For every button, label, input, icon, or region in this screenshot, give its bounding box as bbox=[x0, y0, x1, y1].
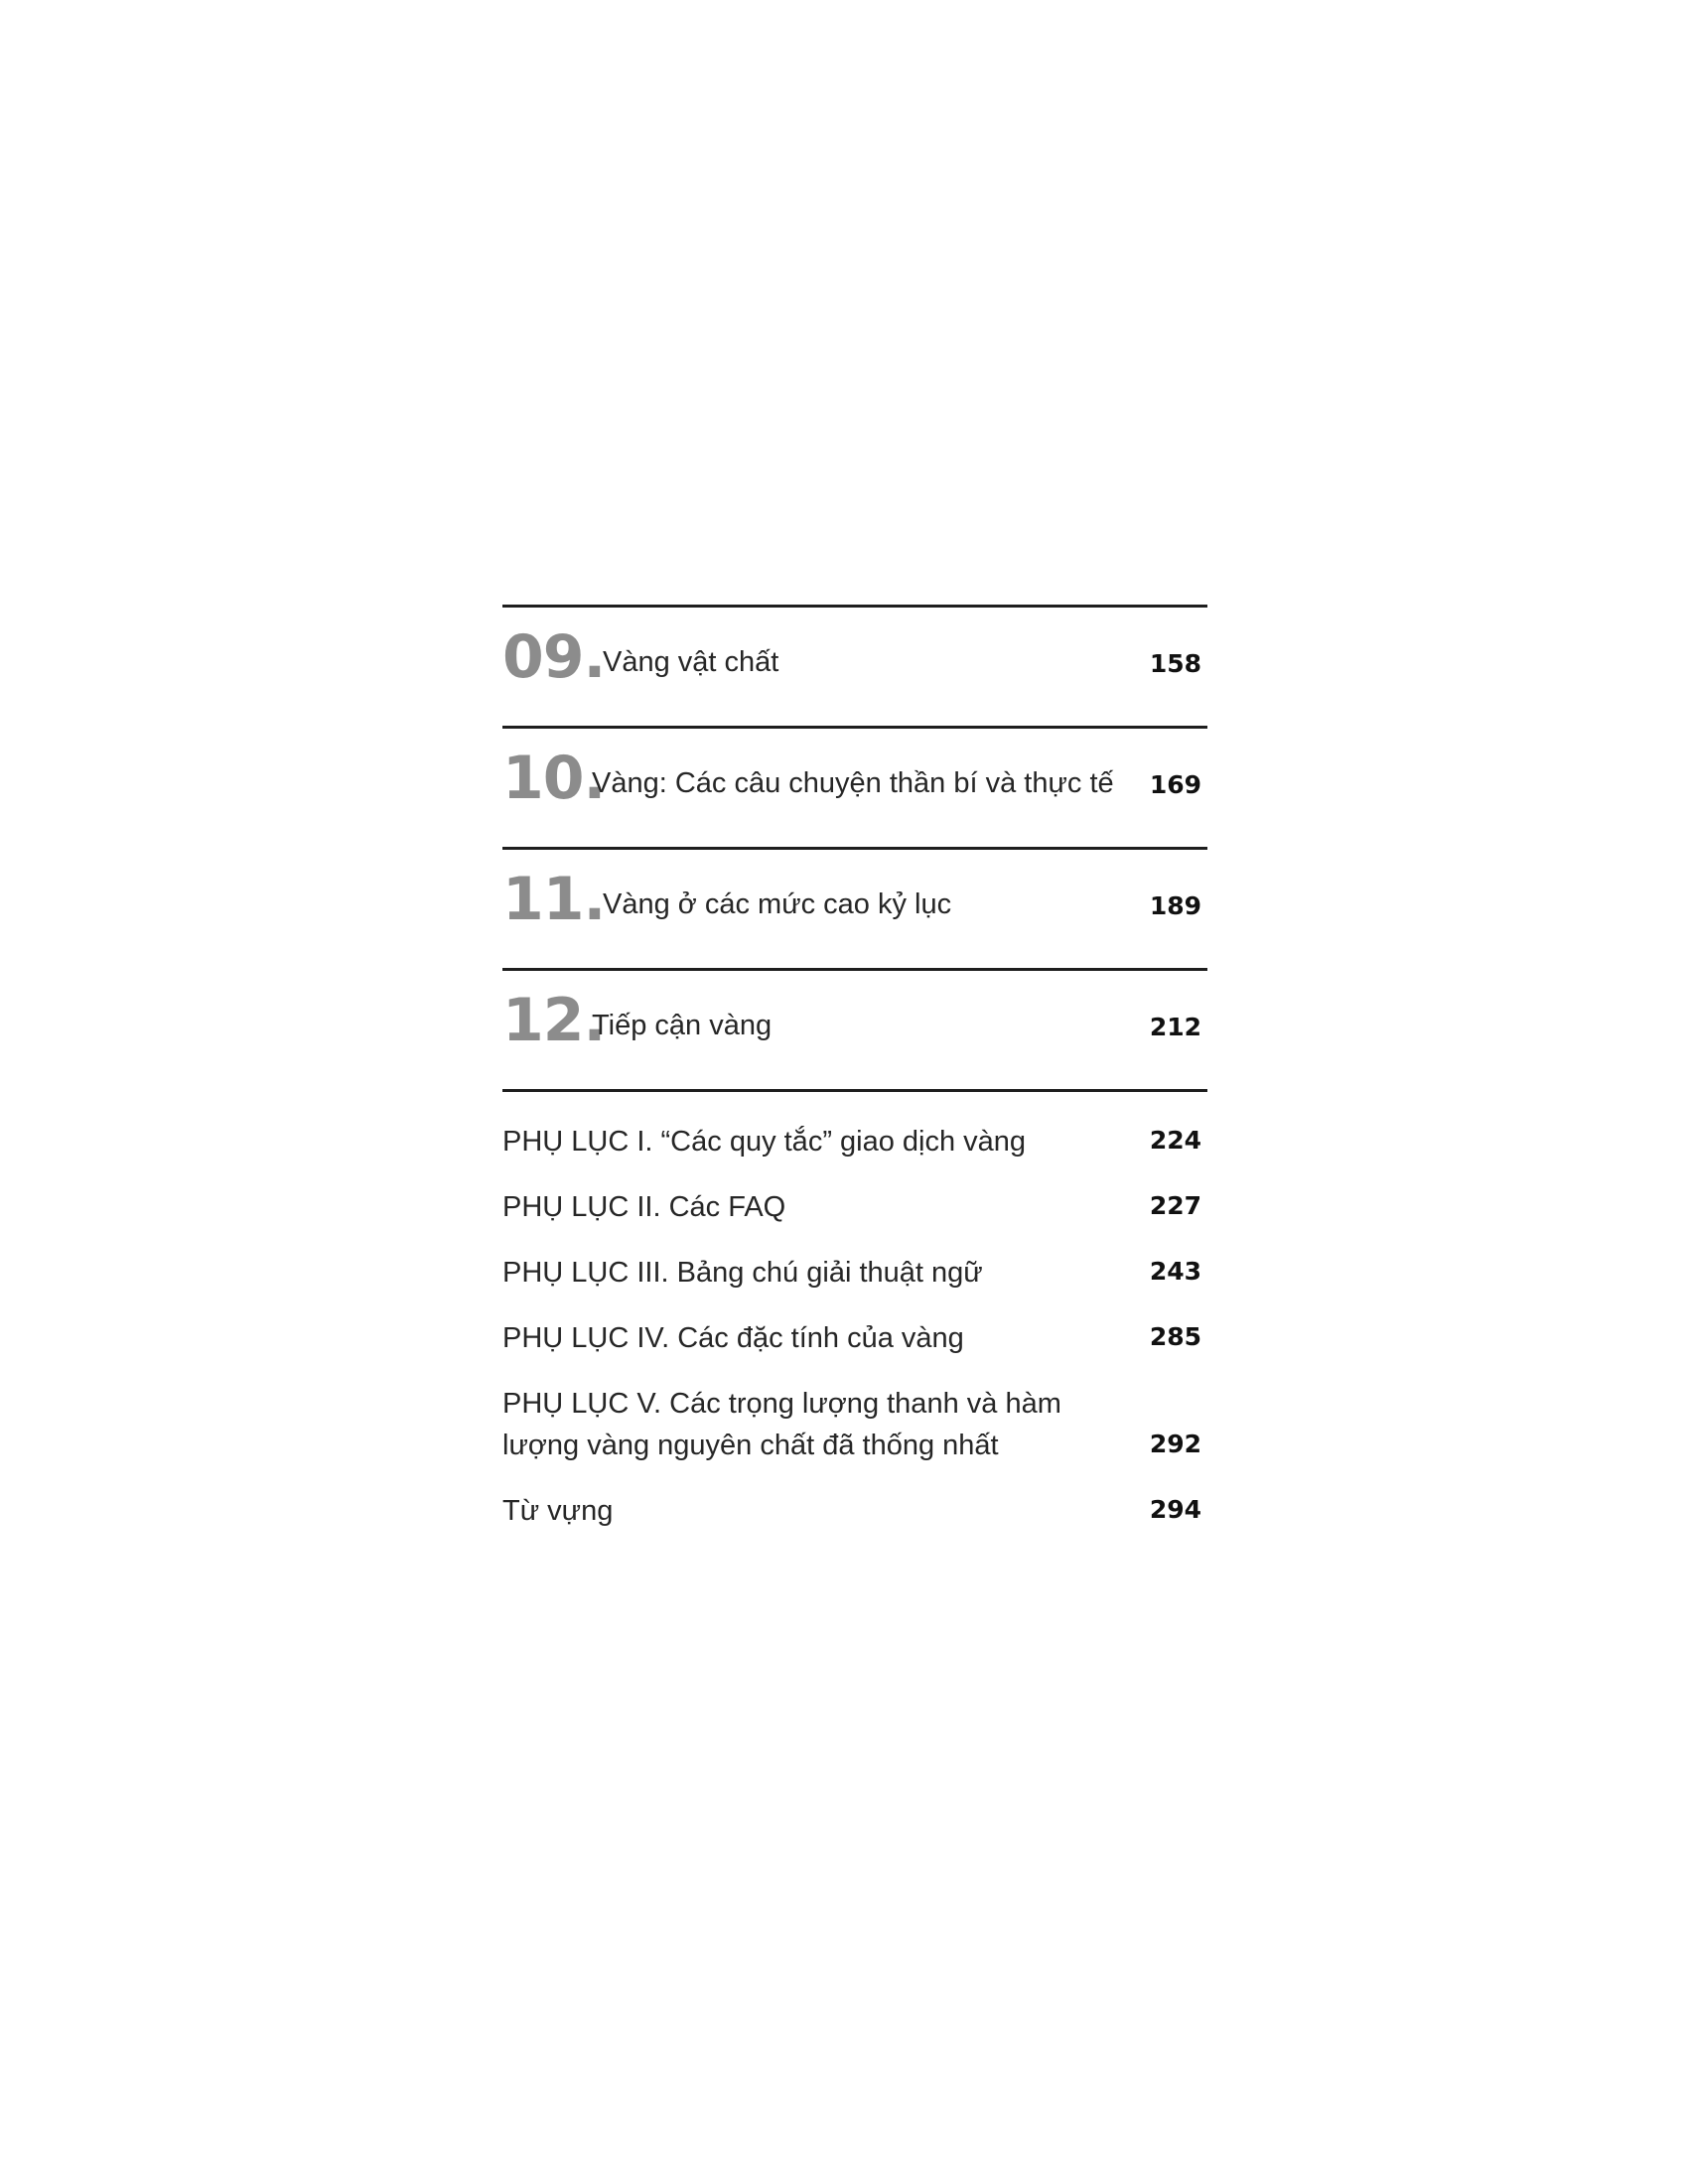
page-number: 169 bbox=[1149, 770, 1201, 799]
page-number: 294 bbox=[1149, 1495, 1201, 1524]
page-number: 212 bbox=[1149, 1013, 1201, 1041]
toc-appendix-4[interactable] bbox=[502, 1317, 1207, 1359]
toc-chapter-12[interactable] bbox=[502, 968, 1207, 1092]
page-number: 189 bbox=[1149, 891, 1201, 920]
chapter-number: 12. bbox=[502, 986, 606, 1055]
chapter-number: 10. bbox=[502, 744, 606, 813]
chapter-title: Vàng vật chất bbox=[603, 646, 779, 678]
toc-appendix-3[interactable] bbox=[502, 1252, 1207, 1294]
chapter-title: Vàng ở các mức cao kỷ lục bbox=[603, 888, 952, 920]
appendix-list bbox=[502, 1121, 1207, 1532]
toc-appendix-5[interactable] bbox=[502, 1383, 1207, 1466]
appendix-title: PHỤ LỤC V. Các trọng lượng thanh và hàm lượng vàng nguyên chất đã thống nhất bbox=[502, 1388, 1061, 1461]
toc-chapter-10[interactable] bbox=[502, 726, 1207, 847]
chapter-number: 09. bbox=[502, 622, 606, 692]
table-of-contents bbox=[502, 605, 1207, 1556]
page-number: 224 bbox=[1149, 1126, 1201, 1155]
toc-vocabulary[interactable] bbox=[502, 1490, 1207, 1532]
appendix-title: Từ vựng bbox=[502, 1495, 614, 1527]
toc-appendix-1[interactable] bbox=[502, 1121, 1207, 1162]
page-number: 292 bbox=[1149, 1430, 1201, 1458]
page-number: 158 bbox=[1149, 649, 1201, 678]
page-number: 243 bbox=[1149, 1257, 1201, 1286]
appendix-title: PHỤ LỤC IV. Các đặc tính của vàng bbox=[502, 1322, 964, 1354]
appendix-title: PHỤ LỤC I. “Các quy tắc” giao dịch vàng bbox=[502, 1126, 1027, 1158]
toc-chapter-11[interactable] bbox=[502, 847, 1207, 968]
appendix-title: PHỤ LỤC III. Bảng chú giải thuật ngữ bbox=[502, 1257, 983, 1289]
page-number: 227 bbox=[1149, 1191, 1201, 1220]
chapter-number: 11. bbox=[502, 865, 606, 934]
chapter-title: Tiếp cận vàng bbox=[592, 1010, 773, 1041]
toc-appendix-2[interactable] bbox=[502, 1186, 1207, 1228]
toc-chapter-09[interactable] bbox=[502, 605, 1207, 726]
page-number: 285 bbox=[1149, 1322, 1201, 1351]
chapter-title: Vàng: Các câu chuyện thần bí và thực tế bbox=[592, 767, 1114, 799]
appendix-title: PHỤ LỤC II. Các FAQ bbox=[502, 1191, 786, 1223]
